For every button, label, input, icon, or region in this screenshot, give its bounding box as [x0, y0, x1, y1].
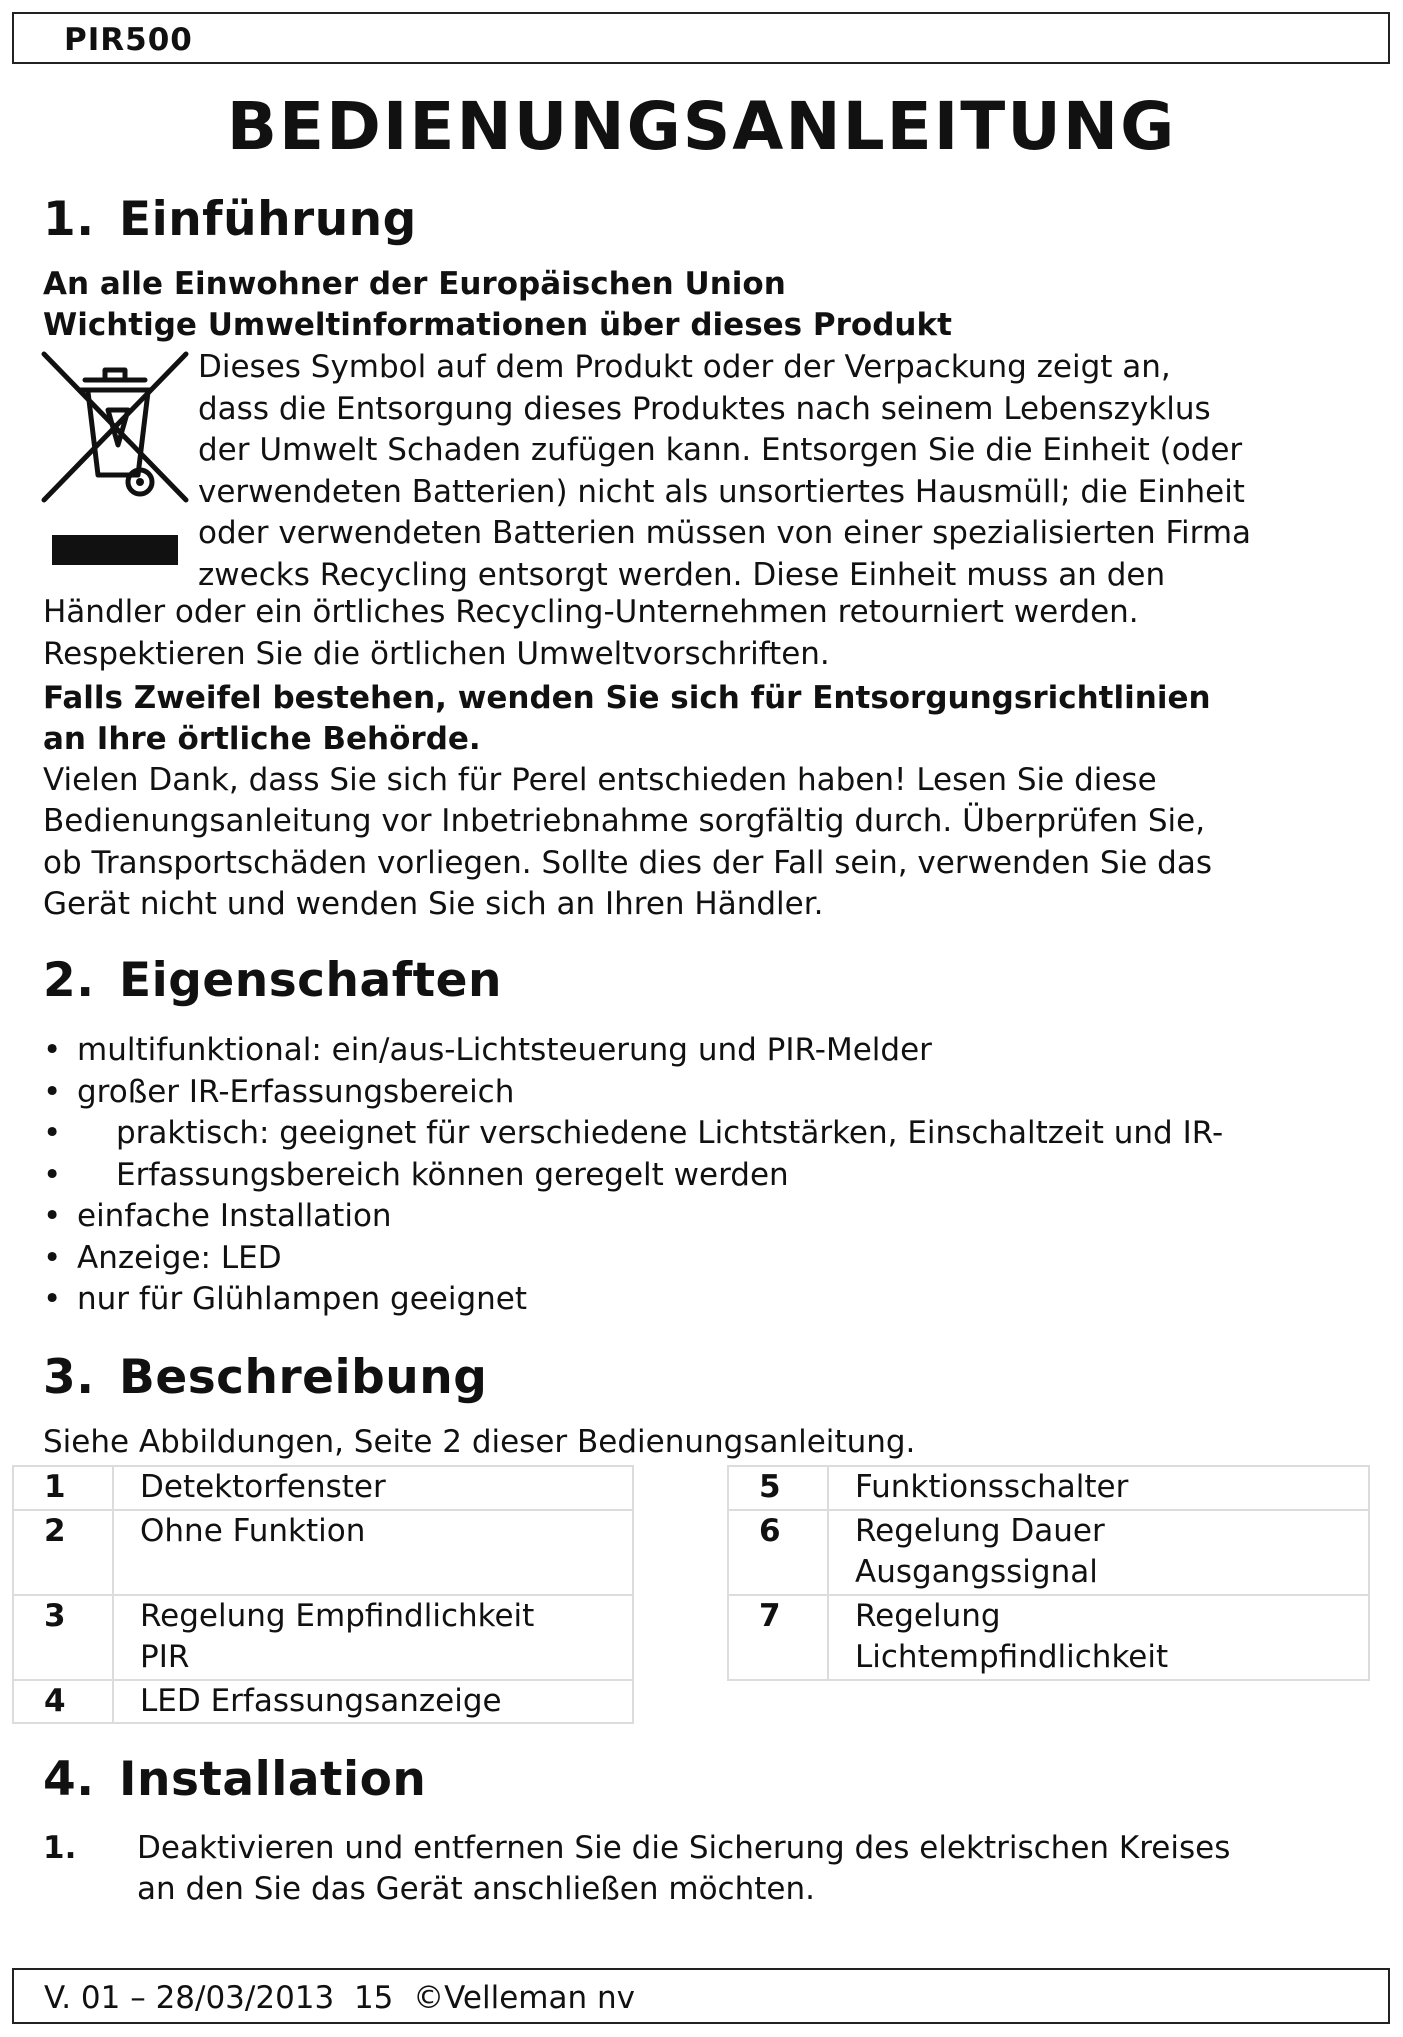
part-description [828, 1466, 1369, 1510]
crossed-out-wheelie-bin-icon [40, 350, 190, 510]
part-text: Funktionsschalter [855, 1469, 1129, 1505]
section-title: Beschreibung [119, 1350, 488, 1405]
feature-item: • nur für Glühlampen geeignet [43, 1279, 1223, 1321]
part-description [113, 1595, 633, 1680]
environment-info-line: Wichtige Umweltinformationen über dieses Produkt [43, 307, 952, 343]
disposal-text-line-3: der Umwelt Schaden zufügen kann. Entsorgen Sie die Einheit (oder [198, 432, 1243, 468]
section-title: Eigenschaften [119, 953, 502, 1008]
feature-item-continuation [43, 1155, 1223, 1197]
feature-item: • praktisch: geeignet für verschiedene Lichtstärken, Einschaltzeit und IR- [43, 1113, 1223, 1155]
feature-continuation-text: Erfassungsbereich können geregelt werden [116, 1156, 789, 1193]
section-heading-installation [43, 1752, 426, 1807]
table-row [13, 1680, 633, 1724]
part-text: LED Erfassungsanzeige [140, 1682, 502, 1719]
part-description [828, 1510, 1369, 1595]
section-number: 3. [43, 1350, 95, 1405]
document-title: BEDIENUNGSANLEITUNG [226, 88, 1177, 165]
part-number: 2 [13, 1510, 113, 1595]
model-label: PIR500 [64, 22, 193, 58]
part-text: Detektorfenster [140, 1469, 386, 1505]
doubt-note-line-1: Falls Zweifel bestehen, wenden Sie sich für Entsorgungsrichtlinien [43, 680, 1211, 716]
footer-version-info: V. 01 – 28/03/2013 15 ©Velleman nv [44, 1980, 635, 2016]
section-number: 4. [43, 1752, 95, 1807]
section-heading-einfuehrung [43, 192, 417, 247]
section-number: 1. [43, 192, 95, 247]
part-text-blank [140, 1552, 632, 1594]
part-text: PIR [140, 1639, 190, 1675]
section-number: 2. [43, 953, 95, 1008]
step-text-line-1: Deaktivieren und entfernen Sie die Sicherung des elektrischen Kreises [137, 1830, 1231, 1866]
step-text-line-2: an den Sie das Gerät anschließen möchten. [137, 1871, 815, 1907]
thanks-line-2: Bedienungsanleitung vor Inbetriebnahme sorgfältig durch. Überprüfen Sie, [43, 803, 1206, 839]
disposal-text-line-1: Dieses Symbol auf dem Produkt oder der Verpackung zeigt an, [198, 349, 1171, 385]
doubt-note-line-2: an Ihre örtliche Behörde. [43, 721, 481, 757]
section-heading-beschreibung [43, 1350, 487, 1405]
table-row [728, 1595, 1369, 1680]
parts-table-right [727, 1465, 1370, 1681]
part-text: Ausgangssignal [855, 1554, 1098, 1590]
disposal-text-line-4: verwendeten Batterien) nicht als unsortiertes Hausmüll; die Einheit [198, 474, 1245, 510]
section-title: Installation [119, 1752, 427, 1807]
feature-item: • Anzeige: LED [43, 1238, 1223, 1280]
section-heading-eigenschaften [43, 953, 502, 1008]
part-text: Ohne Funktion [140, 1512, 366, 1549]
table-row [728, 1466, 1369, 1510]
disposal-text-line-8: Respektieren Sie die örtlichen Umweltvorschriften. [43, 636, 830, 672]
table-row [13, 1510, 633, 1595]
parts-table-left [12, 1465, 634, 1724]
thanks-line-4: Gerät nicht und wenden Sie sich an Ihren Händler. [43, 886, 824, 922]
part-text: Regelung Empfindlichkeit [140, 1597, 535, 1634]
part-description [113, 1510, 633, 1595]
thanks-line-1: Vielen Dank, dass Sie sich für Perel entschieden haben! Lesen Sie diese [43, 762, 1157, 798]
part-text: Lichtempfindlichkeit [855, 1639, 1169, 1675]
table-row [728, 1510, 1369, 1595]
part-description [828, 1595, 1369, 1680]
disposal-text-line-5: oder verwendeten Batterien müssen von einer spezialisierten Firma [198, 515, 1252, 551]
step-number: 1. [43, 1830, 77, 1866]
eu-residents-line: An alle Einwohner der Europäischen Union [43, 266, 786, 302]
part-number: 6 [728, 1510, 828, 1595]
thanks-line-3: ob Transportschäden vorliegen. Sollte dies der Fall sein, verwenden Sie das [43, 845, 1212, 881]
part-number: 5 [728, 1466, 828, 1510]
part-text: Regelung [855, 1597, 1001, 1634]
part-number: 3 [13, 1595, 113, 1680]
part-number: 4 [13, 1680, 113, 1724]
part-number: 1 [13, 1466, 113, 1510]
features-list [43, 1030, 1223, 1321]
table-row [13, 1466, 633, 1510]
section-title: Einführung [119, 192, 417, 247]
separate-collection-bar [52, 535, 178, 565]
disposal-text-line-7: Händler oder ein örtliches Recycling-Unternehmen retourniert werden. [43, 594, 1139, 630]
part-description [113, 1680, 633, 1724]
part-text: Regelung Dauer [855, 1512, 1105, 1549]
disposal-text-line-6: zwecks Recycling entsorgt werden. Diese Einheit muss an den [198, 557, 1166, 593]
feature-item: • einfache Installation [43, 1196, 1223, 1238]
part-number: 7 [728, 1595, 828, 1680]
feature-item: • großer IR-Erfassungsbereich [43, 1072, 1223, 1114]
feature-item: • multifunktional: ein/aus-Lichtsteuerung und PIR-Melder [43, 1030, 1223, 1072]
header-bar [12, 12, 1390, 64]
table-row [13, 1595, 633, 1680]
disposal-text-line-2: dass die Entsorgung dieses Produktes nach seinem Lebenszyklus [198, 391, 1211, 427]
figure-reference: Siehe Abbildungen, Seite 2 dieser Bedienungsanleitung. [43, 1424, 916, 1460]
footer-bar [12, 1968, 1390, 2024]
part-description [113, 1466, 633, 1510]
